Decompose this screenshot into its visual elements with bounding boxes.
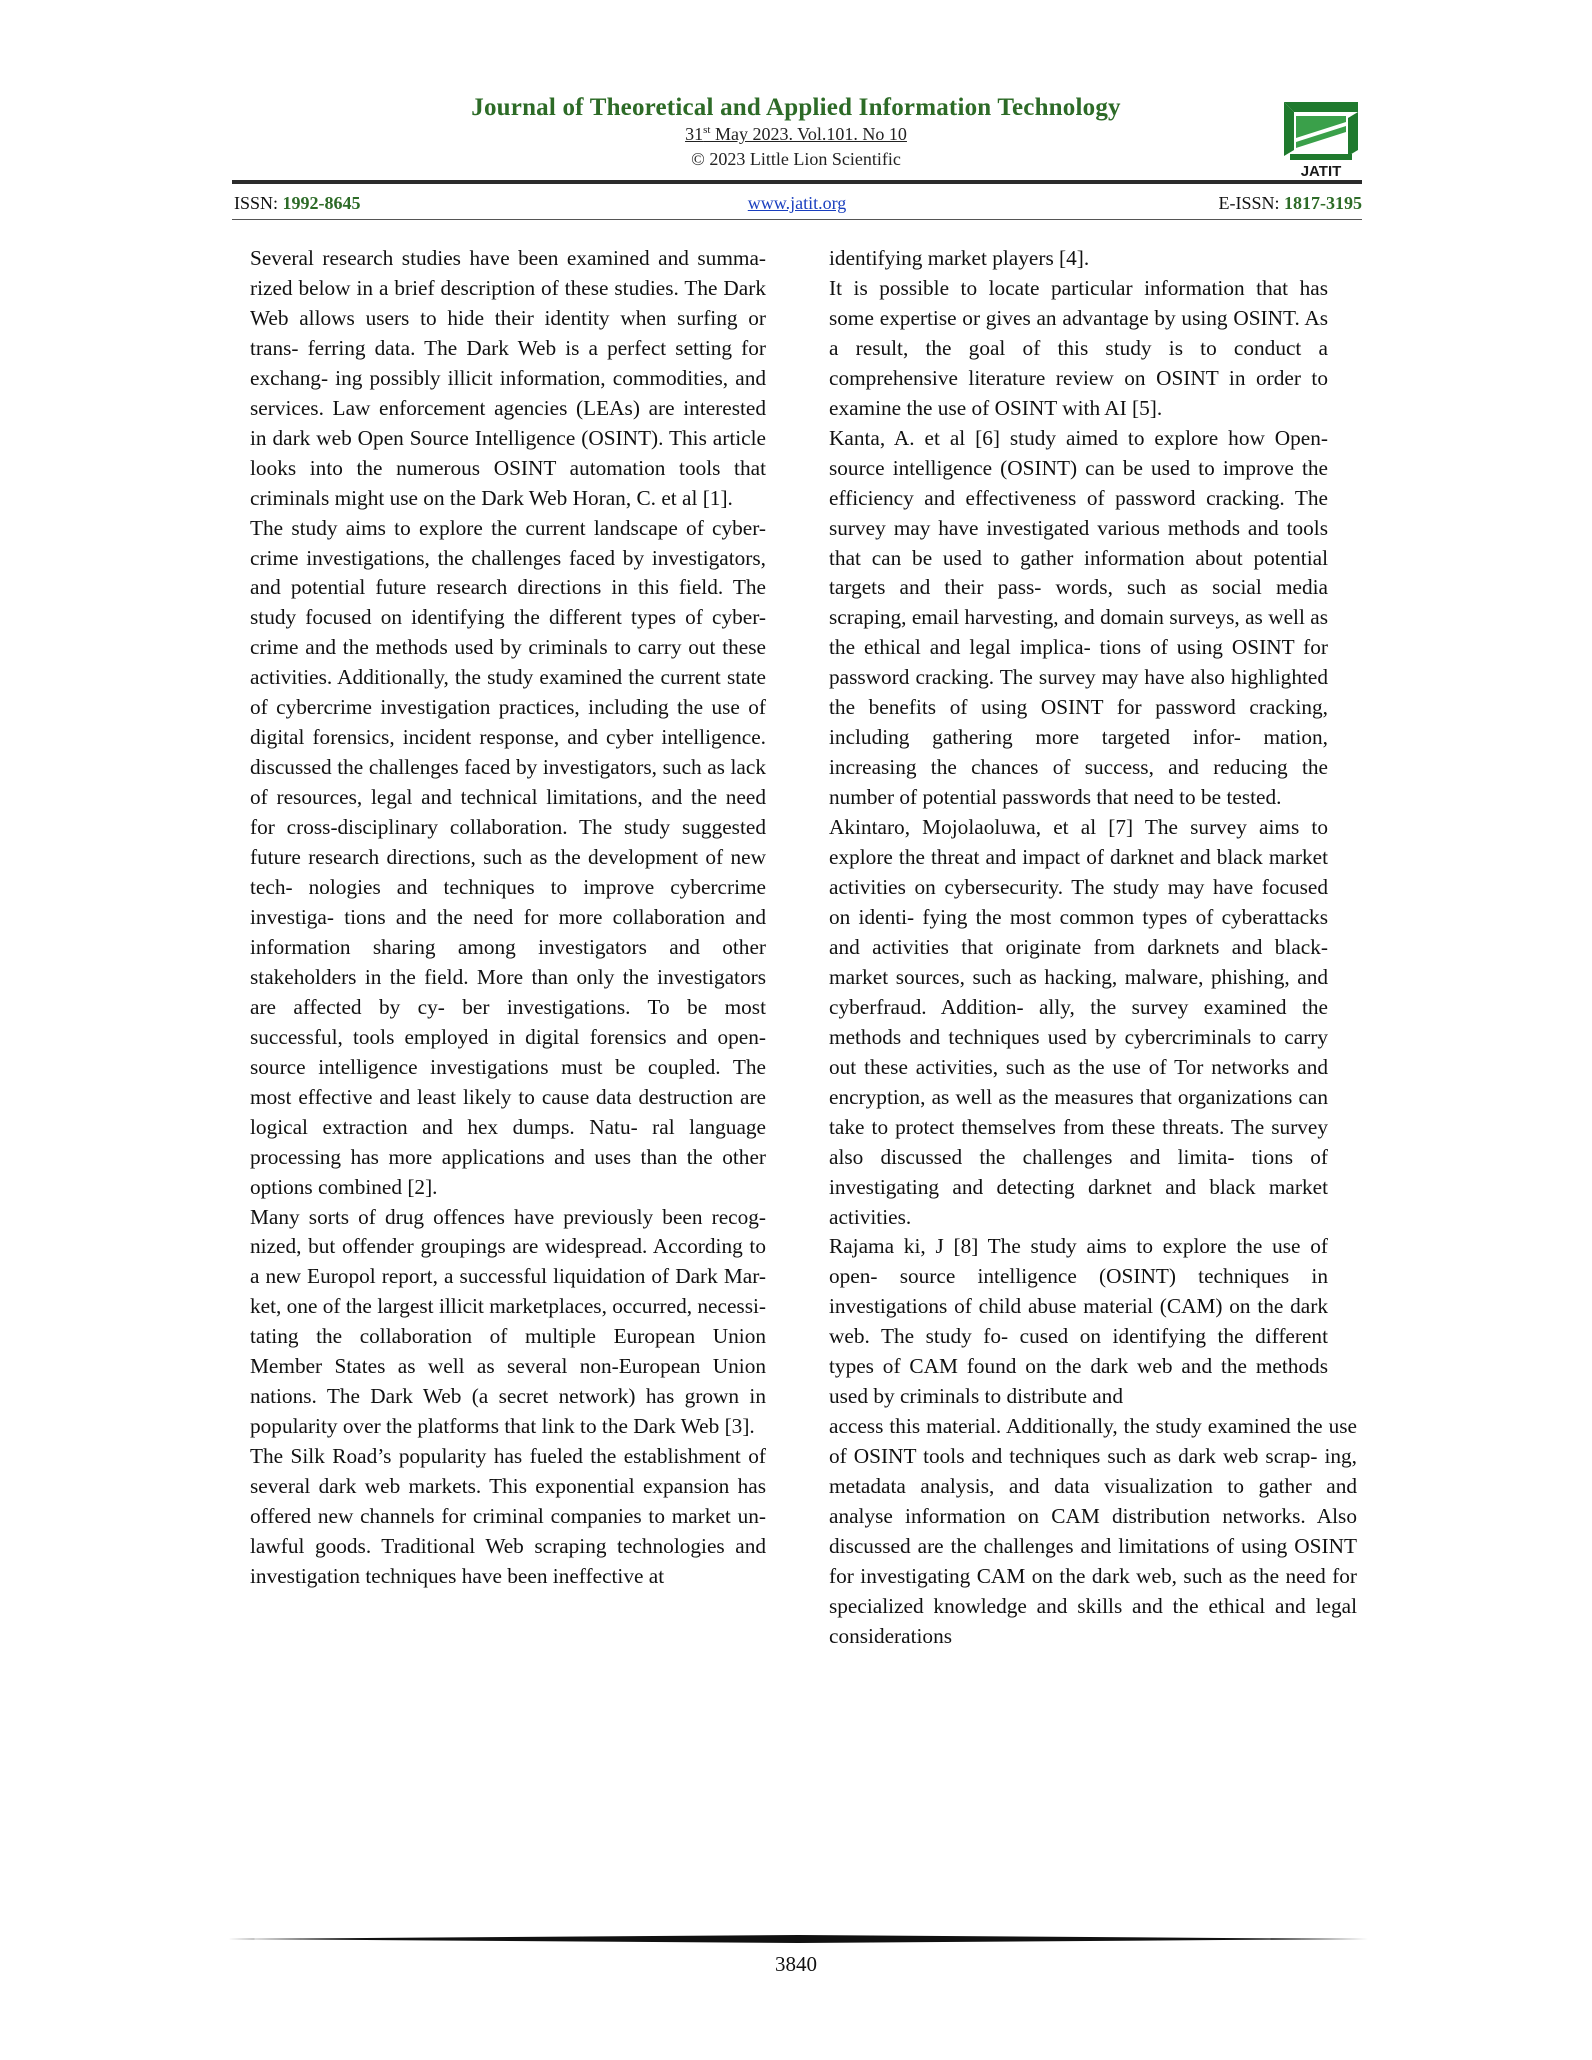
left-paragraph-3: Many sorts of drug offences have previously been recog- nized, but offender groupings are widespread. According to a new Europol report, a successful liquidation of Dark Mar- ket, one of the largest illicit marketplaces, occurred, necessi- tating the collaboration of multiple European Union Member States as well as several non-European Union nations. The Dark Web (a secret network) has grown in popularity over the platforms that link to the Dark Web [3].: [250, 1204, 766, 1439]
eissn-label: E-ISSN:: [1218, 193, 1284, 213]
page-number: 3840: [775, 1952, 817, 1976]
issn-rule: [232, 219, 1362, 220]
left-paragraph-4: The Silk Road’s popularity has fueled the establishment of several dark web markets. This exponential expansion has offered new channels for criminal companies to market un- lawful goods. Traditional Web scraping technologies and investigation techniques have been ineffective at: [250, 1444, 766, 1588]
website-container: [232, 193, 1362, 214]
jatit-logo-icon: [1280, 98, 1362, 180]
left-paragraph-1: Several research studies have been examined and summa- rized below in a brief description of these studies. The Dark Web allows users to hide their identity when surfing or trans- ferring data. The Dark Web is a perfect setting for exchang- ing possibly illicit information, commodities, and services. Law enforcement agencies (LEAs) are interested in dark web Open Source Intelligence (OSINT). This article looks into the numerous OSINT automation tools that criminals might use on the Dark Web Horan, C. et al [1].: [250, 246, 766, 510]
left-paragraph-2: The study aims to explore the current landscape of cyber- crime investigations, the challenges faced by investigators, and potential future research directions in this field. The study focused on identifying the different types of cyber- crime and the methods used by criminals to carry out these activities. Additionally, the study examined the current state of cybercrime investigation practices, including the use of digital forensics, incident response, and cyber intelligence. discussed the challenges faced by investigators, such as lack of resources, legal and technical limitations, and the need for cross-disciplinary collaboration. The study suggested future research directions, such as the development of new tech- nologies and techniques to improve cybercrime investiga- tions and the need for more collaboration and information sharing among investigators and other stakeholders in the field. More than only the investigators are affected by cy- ber investigations. To be most successful, tools employed in digital forensics and open-source intelligence investigations must be coupled. The most effective and least likely to cause data destruction are logical extraction and hex dumps. Natu- ral language processing has more applications and uses than the other options combined [2].: [250, 515, 766, 1199]
right-paragraph-6: access this material. Additionally, the study examined the use of OSINT tools and techniques such as dark web scrap- ing, metadata analysis, and data visualization to gather and analyse information on CAM distribution networks. Also discussed are the challenges and limitations of using OSINT for investigating CAM on the dark web, such as the need for specialized knowledge and skills and the ethical and legal considerations: [829, 1414, 1357, 1648]
left-column: [250, 244, 766, 1592]
issue-day-suffix: st: [703, 124, 711, 136]
journal-title: Journal of Theoretical and Applied Information Technology: [471, 94, 1121, 121]
issn-row: [232, 193, 1362, 217]
eissn: [1218, 193, 1362, 214]
website-link[interactable]: www.jatit.org: [747, 193, 847, 213]
right-paragraph-3: Kanta, A. et al [6] study aimed to explore how Open-source intelligence (OSINT) can be used to improve the efficiency and effectiveness of password cracking. The survey may have investigated various methods and tools that can be used to gather information about potential targets and their pass- words, such as social media scraping, email harvesting, and domain surveys, as well as the ethical and legal implica- tions of using OSINT for password cracking. The survey may have also highlighted the benefits of using OSINT for password cracking, including gathering more targeted infor- mation, increasing the chances of success, and reducing the number of potential passwords that need to be tested.: [829, 425, 1328, 810]
right-paragraph-5: Rajama ki, J [8] The study aims to explore the use of open- source intelligence (OSINT) techniques in investigations of child abuse material (CAM) on the dark web. The study fo- cused on identifying the different types of CAM found on the dark web and the methods used by criminals to distribute and: [829, 1234, 1328, 1409]
logo-text: JATIT: [1300, 163, 1342, 180]
issn-number: 1992-8645: [282, 193, 361, 213]
issue-details: May 2023. Vol.101. No 10: [710, 124, 907, 144]
copyright: © 2023 Little Lion Scientific: [691, 149, 901, 169]
eissn-number: 1817-3195: [1284, 193, 1362, 213]
right-paragraph-2: It is possible to locate particular information that has some expertise or gives an advantage by using OSINT. As a result, the goal of this study is to conduct a comprehensive literature review on OSINT in order to examine the use of OSINT with AI [5].: [829, 275, 1328, 420]
header-rule: [232, 180, 1362, 184]
right-paragraph-1: identifying market players [4].: [829, 246, 1090, 270]
issn-label: ISSN:: [234, 193, 283, 213]
issue-day: 31: [685, 124, 704, 144]
footer-rule: [228, 1935, 1368, 1943]
right-column: [829, 244, 1357, 1652]
right-paragraph-4: Akintaro, Mojolaoluwa, et al [7] The survey aims to explore the threat and impact of darknet and black market activities on cybersecurity. The study may have focused on identi- fying the most common types of cyberattacks and activities that originate from darknets and black-market sources, such as hacking, malware, phishing, and cyberfraud. Addition- ally, the survey examined the methods and techniques used by cybercriminals to carry out these activities, such as the use of Tor networks and encryption, as well as the measures that organizations can take to protect themselves from these threats. The survey also discussed the challenges and limita- tions of investigating and detecting darknet and black market activities.: [829, 815, 1328, 1229]
